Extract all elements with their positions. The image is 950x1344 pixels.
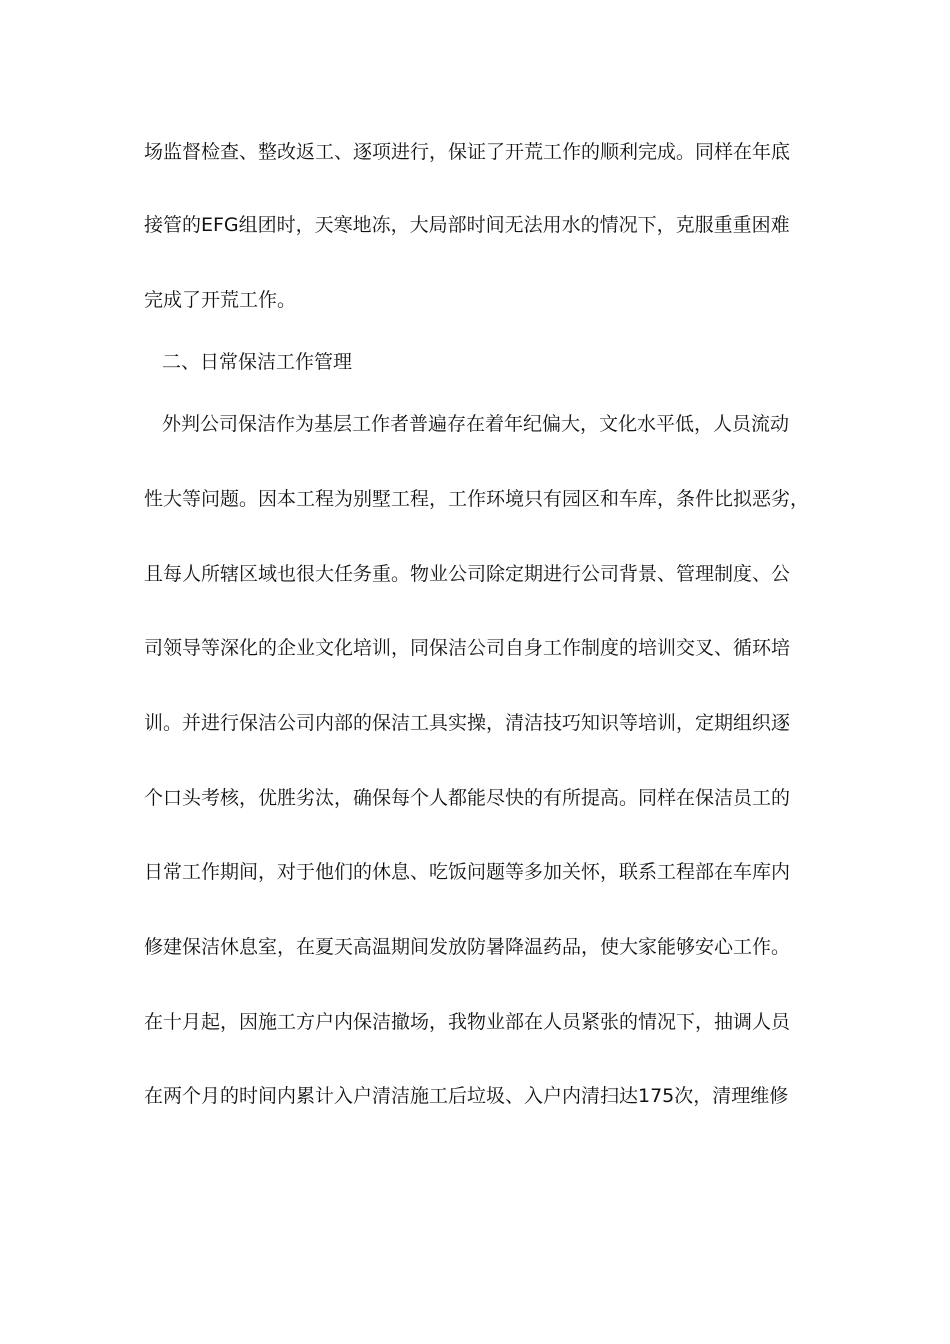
text-line-8: 司领导等深化的企业文化培训，同保洁公司自身工作制度的培训交叉、循环培 xyxy=(144,637,791,659)
text-line-7: 且每人所辖区域也很大任务重。物业公司除定期进行公司背景、管理制度、公 xyxy=(144,563,791,585)
text-line-11: 日常工作期间，对于他们的休息、吃饭问题等多加关怀，联系工程部在车库内 xyxy=(144,861,791,883)
text-line-5: 外判公司保洁作为基层工作者普遍存在着年纪偏大，文化水平低，人员流动 xyxy=(162,413,790,435)
text-line-10: 个口头考核，优胜劣汰，确保每个人都能尽快的有所提高。同样在保洁员工的 xyxy=(144,787,791,809)
text-line-1: 场监督检查、整改返工、逐项进行，保证了开荒工作的顺利完成。同样在年底 xyxy=(144,141,791,163)
text-line-6: 性大等问题。因本工程为别墅工程，工作环境只有园区和车库，条件比拟恶劣， xyxy=(144,488,810,510)
text-line-14: 在两个月的时间内累计入户清洁施工后垃圾、入户内清扫达175次，清理维修 xyxy=(144,1085,789,1107)
text-line-13: 在十月起，因施工方户内保洁撤场，我物业部在人员紧张的情况下，抽调人员 xyxy=(144,1011,791,1033)
section-heading: 二、日常保洁工作管理 xyxy=(162,351,353,373)
text-line-12: 修建保洁休息室，在夏天高温期间发放防暑降温药品，使大家能够安心工作。 xyxy=(144,936,791,958)
text-line-2: 接管的EFG组团时，天寒地冻，大局部时间无法用水的情况下，克服重重困难 xyxy=(144,214,790,236)
text-line-9: 训。并进行保洁公司内部的保洁工具实操，清洁技巧知识等培训，定期组织逐 xyxy=(144,712,791,734)
text-line-3: 完成了开荒工作。 xyxy=(144,289,297,311)
